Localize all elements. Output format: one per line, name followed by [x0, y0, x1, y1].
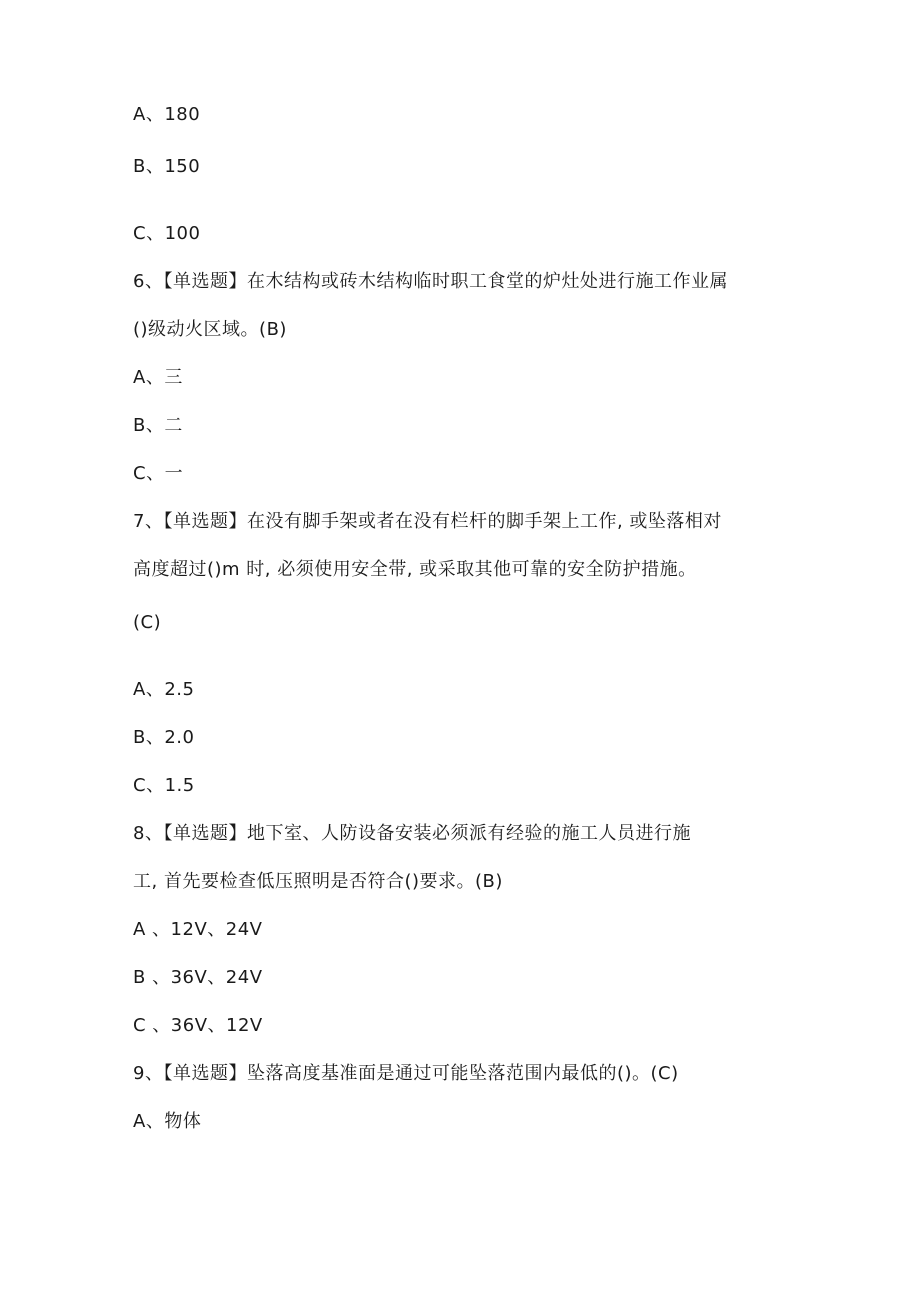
- option-line: B、2.0: [133, 727, 195, 748]
- option-line: B、二: [133, 415, 183, 436]
- option-line: C、1.5: [133, 775, 195, 796]
- option-line: A、三: [133, 367, 183, 388]
- option-line: C、一: [133, 463, 184, 484]
- option-line: A、180: [133, 104, 201, 125]
- question-line: 8、【单选题】地下室、人防设备安装必须派有经验的施工人员进行施: [133, 823, 691, 844]
- question-line: ()级动火区域。(B): [133, 319, 287, 340]
- option-line: B、150: [133, 156, 201, 177]
- question-line: 工, 首先要检查低压照明是否符合()要求。(B): [133, 871, 503, 892]
- question-line: 9、【单选题】坠落高度基准面是通过可能坠落范围内最低的()。(C): [133, 1063, 679, 1084]
- question-line: 高度超过()m 时, 必须使用安全带, 或采取其他可靠的安全防护措施。: [133, 559, 697, 580]
- answer-line: (C): [133, 612, 162, 633]
- option-line: A、物体: [133, 1111, 202, 1132]
- option-line: C、100: [133, 223, 201, 244]
- option-line: B 、36V、24V: [133, 967, 263, 988]
- option-line: A 、12V、24V: [133, 919, 263, 940]
- option-line: A、2.5: [133, 679, 195, 700]
- question-line: 7、【单选题】在没有脚手架或者在没有栏杆的脚手架上工作, 或坠落相对: [133, 511, 722, 532]
- question-line: 6、【单选题】在木结构或砖木结构临时职工食堂的炉灶处进行施工作业属: [133, 271, 728, 292]
- option-line: C 、36V、12V: [133, 1015, 263, 1036]
